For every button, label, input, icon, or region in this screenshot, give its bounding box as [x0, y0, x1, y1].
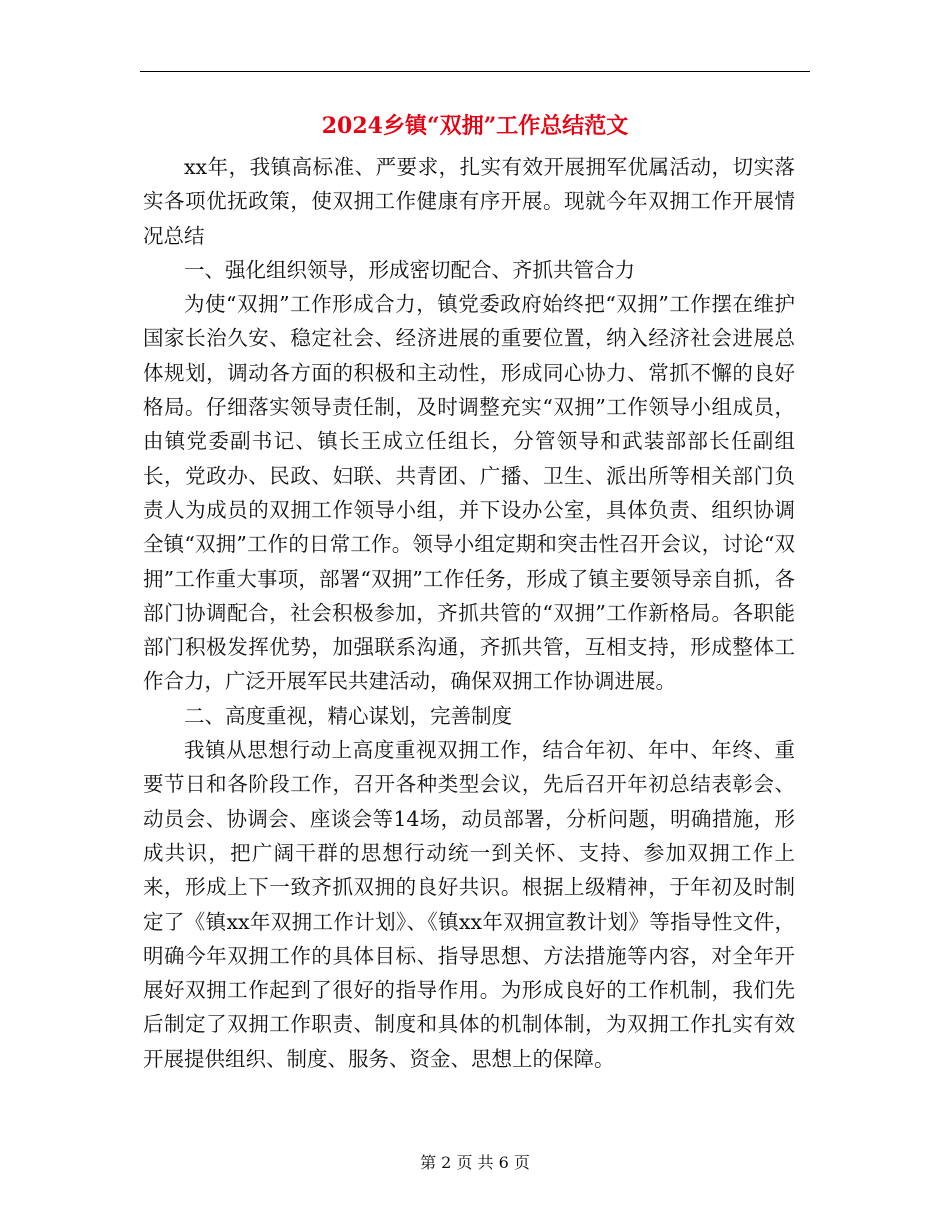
section-heading-2: 二、高度重视，精心谋划，完善制度: [184, 703, 512, 728]
paragraph-section-2: 我镇从思想行动上高度重视双拥工作，结合年初、年中、年终、重要节日和各阶段工作，召开各种类型会议，先后召开年初总结表彰会、动员会、协调会、座谈会等14场，动员部署，分析问题，明确措施，形成共识，把广阔干群的思想行动统一到关怀、支持、参加双拥工作上来，形成上下一致齐抓双拥的良好共识。根据上级精神，于年初及时制定了《镇xx年双拥工作计划》、《镇xx年双拥宣教计划》等指导性文件，明确今年双拥工作的具体目标、指导思想、方法措施等内容，对全年开展好双拥工作起到了很好的指导作用。为形成良好的工作机制，我们先后制定了双拥工作职责、制度和具体的机制体制，为双拥工作扎实有效开展提供组织、制度、服务、资金、思想上的保障。: [143, 738, 795, 1071]
paragraph-section-1: 为使“双拥”工作形成合力，镇党委政府始终把“双拥”工作摆在维护国家长治久安、稳定社会、经济进展的重要位置，纳入经济社会进展总体规划，调动各方面的积极和主动性，形成同心协力、常抓不懈的良好格局。仔细落实领导责任制，及时调整充实“双拥”工作领导小组成员，由镇党委副书记、镇长王成立任组长，分管领导和武装部部长任副组长，党政办、民政、妇联、共青团、广播、卫生、派出所等相关部门负责人为成员的双拥工作领导小组，并下设办公室，具体负责、组织协调全镇“双拥”工作的日常工作。领导小组定期和突击性召开会议，讨论“双拥”工作重大事项，部署“双拥”工作任务，形成了镇主要领导亲自抓，各部门协调配合，社会积极参加，齐抓共管的“双拥”工作新格局。各职能部门积极发挥优势，加强联系沟通，齐抓共管，互相支持，形成整体工作合力，广泛开展军民共建活动，确保双拥工作协调进展。: [143, 292, 795, 694]
document-title: 2024乡镇“双拥”工作总结范文: [321, 113, 629, 139]
document-body: [143, 150, 795, 1076]
section-heading-1: 一、强化组织领导，形成密切配合、齐抓共管合力: [184, 257, 635, 282]
paragraph-intro: xx年，我镇高标准、严要求，扎实有效开展拥军优属活动，切实落实各项优抚政策，使双拥工作健康有序开展。现就今年双拥工作开展情况总结: [143, 155, 795, 248]
page-number-footer: 第 2 页 共 6 页: [420, 1153, 530, 1172]
header-rule: [140, 71, 810, 72]
